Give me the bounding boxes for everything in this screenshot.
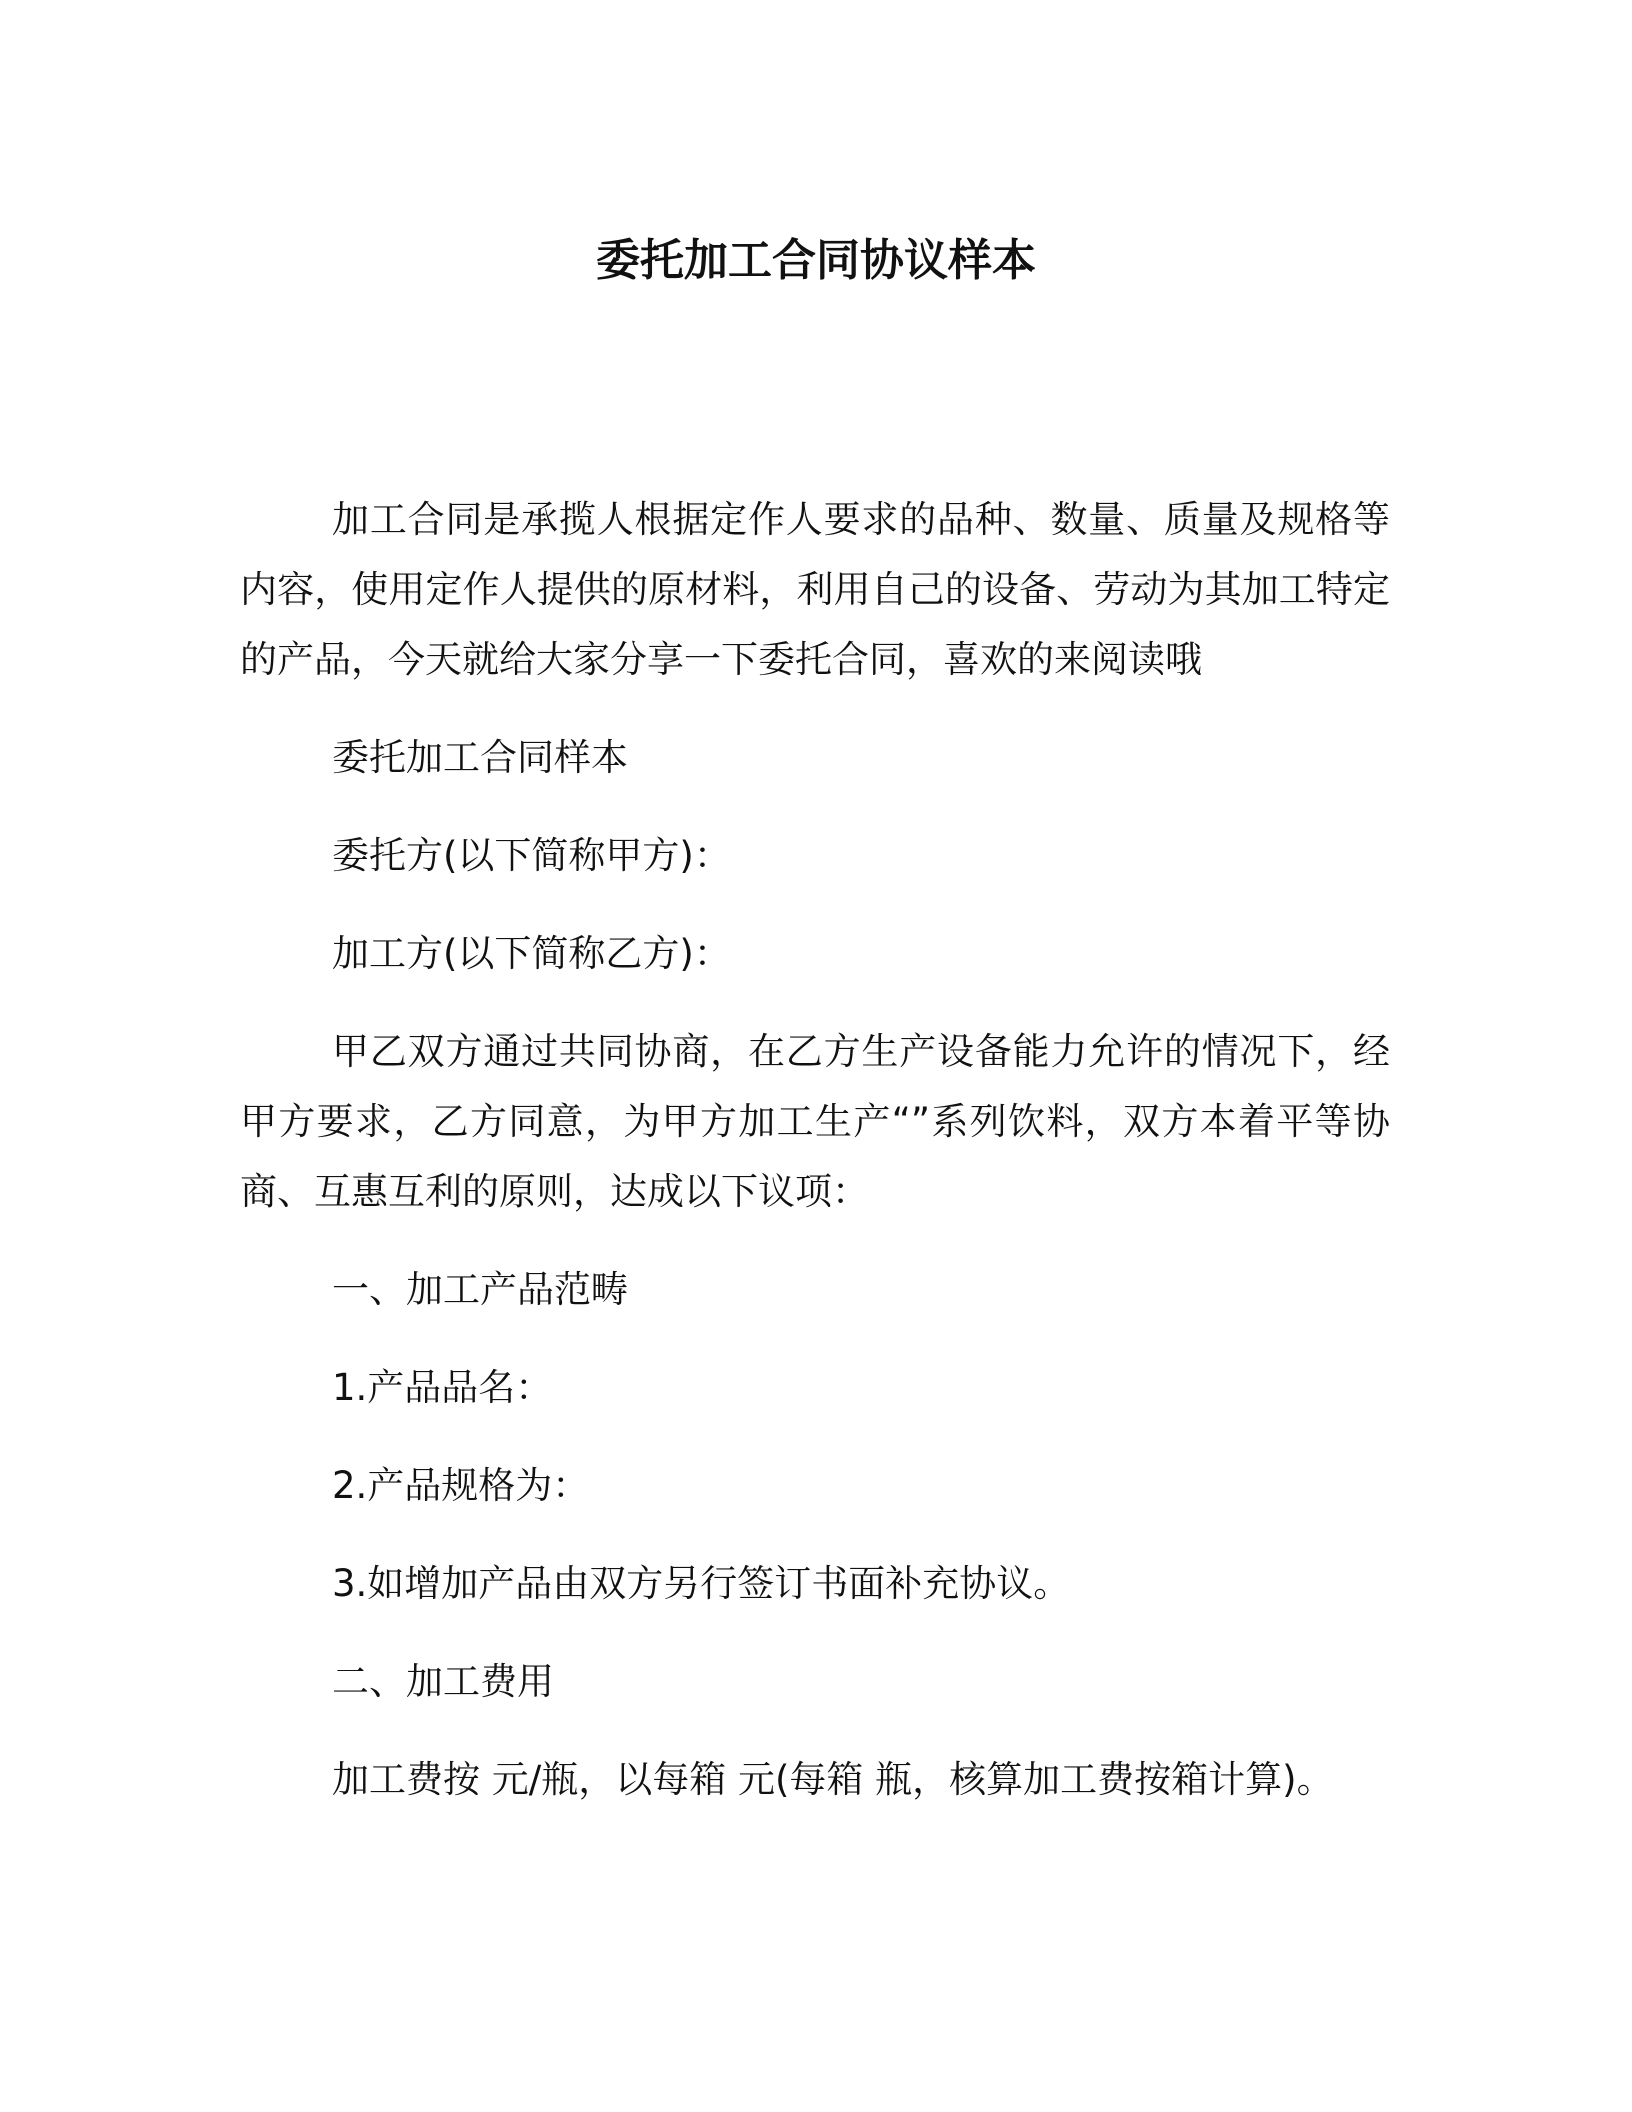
document-title: 委托加工合同协议样本 <box>596 235 1036 286</box>
sample-heading: 委托加工合同样本 <box>332 736 628 779</box>
section-heading-2: 二、加工费用 <box>332 1660 554 1703</box>
additional-products-line: 3.如增加产品由双方另行签订书面补充协议。 <box>332 1562 1071 1605</box>
party-a-line: 委托方(以下简称甲方)： <box>332 834 731 877</box>
document-body <box>240 485 1390 1843</box>
product-spec-line: 2.产品规格为： <box>332 1464 590 1507</box>
section-heading-1: 一、加工产品范畴 <box>332 1268 628 1311</box>
product-name-line: 1.产品品名： <box>332 1366 553 1409</box>
intro-paragraph: 加工合同是承揽人根据定作人要求的品种、数量、质量及规格等内容，使用定作人提供的原材料，利用自己的设备、劳动为其加工特定的产品，今天就给大家分享一下委托合同，喜欢的来阅读哦 <box>240 498 1390 681</box>
fee-line: 加工费按 元/瓶，以每箱 元(每箱 瓶，核算加工费按箱计算)。 <box>332 1758 1334 1801</box>
agreement-paragraph: 甲乙双方通过共同协商，在乙方生产设备能力允许的情况下，经甲方要求，乙方同意，为甲方加工生产“”系列饮料，双方本着平等协商、互惠互利的原则，达成以下议项： <box>240 1030 1390 1213</box>
party-b-line: 加工方(以下简称乙方)： <box>332 932 731 975</box>
